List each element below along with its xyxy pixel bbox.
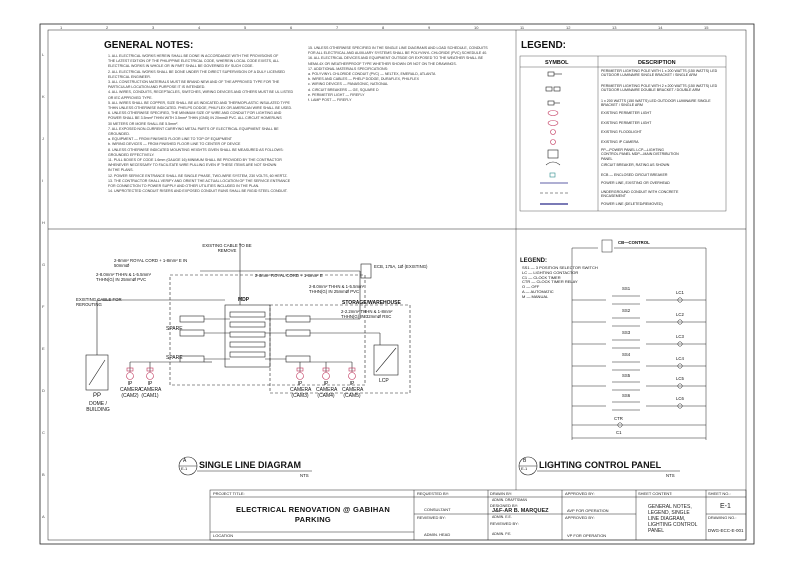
- note-line: 12. POWER SERVICE ENTRANCE SHALL BE SINGLE PHASE, TWO-WIRE SYSTEM, 230 VOLTS, 60 HERTZ.: [108, 173, 288, 178]
- note-line: 6. UNLESS OTHERWISE SPECIFIED, THE MINIMUM SIZE OF WIRE AND CONDUIT FOR LIGHTING AND: [108, 111, 282, 116]
- tb-reviewer-title: ADMIN. P.E.: [492, 532, 512, 536]
- lcp-bubble-letter: B: [523, 458, 527, 464]
- lcp-legend-item: M — MANUAL: [522, 293, 549, 299]
- camera-label-cam2: IP CAMERA (CAM2): [120, 381, 142, 399]
- lcp-legend-item: LC — LIGHTING CONTACTOR: [522, 269, 579, 275]
- tb-location-label: LOCATION: [213, 533, 234, 538]
- lcp-nts: NTS: [666, 473, 675, 478]
- legend-row: EXISTING IP CAMERA: [601, 140, 639, 144]
- sld-mdp-label: MDP: [238, 297, 250, 303]
- grid-number-7: 7: [336, 25, 339, 30]
- lcp-contactor-label: LC6: [676, 396, 684, 401]
- sld-pp-label: PP: [93, 393, 102, 399]
- tb-project-title: ELECTRICAL RENOVATION @ GABIHAN PARKING: [235, 505, 391, 524]
- lcp-contactor-label: LC5: [676, 376, 684, 381]
- lcp-c1-label: C1: [616, 430, 622, 435]
- tb-designer-title: ADMIN. E.E.: [492, 515, 512, 519]
- tb-sheet-no: E-1: [720, 503, 731, 510]
- grid-letter-g: G: [42, 262, 46, 267]
- tb-sheet-content-label: SHEET CONTENT:: [638, 491, 673, 496]
- note-line: 8. UNLESS OTHERWISE INDICATED MOUNTING HEIGHTS GIVEN SHALL BE MEASURED AS FOLLOWS:: [108, 147, 284, 152]
- legend-row: PERIMETER LIGHTING POLE WITH 1 x 200 WATTS (150 WATTS) LED OUTDOOR LUMINAIRE SINGLE BRACKET / SINGLE ARM: [601, 69, 718, 78]
- note-line: 2. ALL ELECTRICAL WORKS SHALL BE DONE UNDER THE DIRECT SUPERVISION OF A DULY LICENSED: [108, 69, 286, 74]
- note-line: 7. ALL EXPOSED NON-CURRENT CARRYING METAL PARTS OF ELECTRICAL EQUIPMENT SHALL BE: [108, 126, 279, 131]
- grid-letter-f: F: [42, 304, 45, 309]
- note-line: GROUNDED.: [108, 132, 130, 137]
- sld-nts: NTS: [300, 473, 309, 478]
- tb-approved-by-label: APPROVED BY:: [565, 491, 595, 496]
- grid-number-11: 11: [520, 25, 525, 30]
- note-line: GROUNDED EFFECTIVELY.: [108, 152, 155, 157]
- grid-letter-b: B: [42, 472, 45, 477]
- note-line: THE LATEST EDITION OF THE PHILIPPINE ELECTRICAL CODE, WHEREIN LOCAL CODE EXISTS, ALL: [108, 59, 280, 64]
- lcp-switch-label: SS4: [622, 352, 631, 357]
- sld-spare-label: SPARE: [166, 355, 183, 361]
- lcp-switch-label: SS3: [622, 330, 631, 335]
- tb-admin-head: ADMIN. HEAD: [424, 532, 451, 537]
- grid-letter-c: C: [42, 430, 45, 435]
- note-line: OR IEC APPROVED TYPE.: [108, 95, 153, 100]
- camera-label-cam3: IP CAMERA (CAM3): [290, 381, 312, 399]
- note-line: FOR CONNECTION TO POWER SUPPLY AND OTHER UTILITIES INCLUDED IN THE PLAN.: [108, 184, 260, 189]
- note-line: ELECTRICAL WORKS IN WHOLE OR IN PART SHALL BE GOVERNED BY SUCH CODE.: [108, 64, 254, 69]
- note-line: NEMA 4X OR WEATHERPROOF TYPE WHETHER SHOWN OR NOT ON THE DRAWINGS.: [308, 61, 457, 66]
- lcp-legend-item: C1 — CLOCK TIMER: [522, 274, 561, 280]
- legend-symbols: [540, 72, 568, 204]
- tb-drawing-no: DWG-ECC-E-001: [708, 528, 744, 533]
- camera-label-cam5: IP CAMERA (CAM5): [342, 381, 364, 399]
- grid-letter-k: K: [42, 94, 45, 99]
- lcp-bubble-sheet: E-1: [521, 466, 528, 471]
- grid-letter-d: D: [42, 388, 45, 393]
- note-line: f. LAMP POST — FIREFLY: [308, 98, 352, 103]
- note-line: 3. ALL CONSTRUCTION MATERIALS MUST BE BRAND NEW AND OF THE APPROVED TYPE FOR THE: [108, 80, 280, 85]
- tb-consultant: CONSULTANT: [424, 507, 451, 512]
- tb-reviewed-by-label: REVIEWED BY:: [417, 515, 446, 520]
- note-line: 11. PULL BOXES OF CODE 1.6mm (GAUGE 16) MINIMUM SHALL BE PROVIDED BY THE CONTRACTOR: [108, 158, 282, 163]
- note-line: a. POLYVINYL CHLORIDE CONDUIT (PVC) — NELTEX, EMERALD, ATLANTA: [308, 72, 436, 77]
- lcp-contactor-label: LC3: [676, 334, 684, 339]
- grid-letter-l: L: [42, 52, 45, 57]
- general-notes-column-2: [308, 46, 488, 103]
- grid-number-5: 5: [244, 25, 247, 30]
- grid-number-9: 9: [428, 25, 431, 30]
- lcp-legend-item: A — AUTOMATIC: [522, 288, 554, 294]
- general-notes-title: GENERAL NOTES:: [104, 40, 194, 51]
- tb-reviewed-by-label-2: REVIEWED BY:: [490, 521, 519, 526]
- note-line: IN THE PLANS.: [108, 168, 134, 173]
- sld-pp-sub-label: DOME / BUILDING: [86, 401, 110, 413]
- lcp-legend-item: O — OFF: [522, 284, 540, 290]
- tb-project-title-label: PROJECT TITLE:: [213, 491, 245, 496]
- sld-title: SINGLE LINE DIAGRAM: [199, 460, 302, 470]
- grid-number-14: 14: [658, 25, 663, 30]
- sld-cameras: [127, 368, 356, 380]
- grid-number-10: 10: [474, 25, 479, 30]
- note-line: ELECTRICAL ENGINEER.: [108, 74, 151, 79]
- legend-title: LEGEND:: [521, 40, 566, 51]
- lcp-contactor-label: LC4: [676, 356, 684, 361]
- sld-storage-label: STORAGE/WAREHOUSE: [342, 300, 401, 306]
- tb-approved-by-label-2: APPROVED BY:: [565, 515, 595, 520]
- tb-drawn-by-label: DRAWN BY:: [490, 491, 513, 496]
- legend-row: EXISTING PERIMETER LIGHT: [601, 121, 652, 125]
- sld-ecb-label: ECB, 175A, 1Ø (EXISTING): [374, 264, 428, 269]
- lcp-legend-title: LEGEND:: [520, 258, 547, 264]
- note-line: 15. UNLESS OTHERWISE SPECIFIED IN THE SINGLE LINE DIAGRAMS AND LOAD SCHEDULE, CONDUITS: [308, 46, 488, 50]
- grid-number-6: 6: [290, 25, 293, 30]
- camera-label-cam4: IP CAMERA (CAM4): [316, 381, 338, 399]
- sld-lcp-label: LCP: [379, 378, 389, 384]
- tb-vp: VP FOR OPERATION: [567, 533, 607, 538]
- legend-row: PP—POWER PANEL LCP—LIGHTING CONTROL PANEL MDP—MAIN DISTRIBUTION PANEL: [601, 148, 679, 161]
- grid-letter-h: H: [42, 220, 45, 225]
- tb-designed-by-label: DESIGNED BY:: [490, 503, 519, 508]
- tb-sheet-no-label: SHEET NO.:: [708, 491, 731, 496]
- grid-number-15: 15: [704, 25, 709, 30]
- legend-row: PERIMETER LIGHTING POLE WITH 2 x 200 WATTS (150 WATTS) LED OUTDOOR LUMINAIRE DOUBLE BRACKET / DOUBLE ARM: [601, 84, 718, 93]
- sld-spare-label: SPARE: [166, 326, 183, 332]
- sld-bubble-sheet: E-1: [181, 466, 188, 471]
- note-line: c. WIRING DEVICES — PANASONIC, NATIONAL: [308, 82, 389, 87]
- sld-rerouting-cable-label: EXISTING CABLE FOR REROUTING: [76, 297, 122, 308]
- sld-bubble-letter: A: [183, 458, 187, 464]
- grid-letter-a: A: [42, 514, 45, 519]
- grid-number-3: 3: [152, 25, 155, 30]
- lcp-switch-label: SS6: [622, 393, 631, 398]
- lcp-contactor-label: LC1: [676, 290, 684, 295]
- note-line: THHN UNLESS OTHERWISE INDICATED. PHELPS DODGE, PHILFLEX OR AMERICAN WIRE SHALL BE USED.: [108, 106, 293, 111]
- sld-thhn-mid-label: 2-8.0mm² THHN & 1-5.5mm² THHN(G) IN 25mmØ PVC: [309, 284, 365, 295]
- sld-thhn-left-label: 2-8.0mm² THHN & 1-5.5mm² THHN(G) IN 25mmØ PVC: [96, 272, 152, 283]
- camera-label-cam1: IP CAMERA (CAM1): [140, 381, 162, 399]
- grid-letter-j: J: [42, 136, 44, 141]
- legend-symbol-header: SYMBOL: [545, 60, 569, 66]
- legend-row: 1 x 200 WATTS (150 WATTS) LED OUTDOOR LUMINAIRE SINGLE BRACKET / SINGLE ARM: [601, 99, 711, 108]
- grid-number-8: 8: [382, 25, 385, 30]
- grid-number-4: 4: [198, 25, 201, 30]
- lcp-ctr-label: CTR: [614, 416, 623, 421]
- lcp-contactor-label: LC2: [676, 312, 684, 317]
- sld-royal-cord-label-2: 2-8mm² ROYAL CORD + 1-8mm² E: [255, 273, 323, 278]
- tb-sheet-content: GENERAL NOTES, LEGEND, SINGLE LINE DIAGRAM, LIGHTING CONTROL PANEL: [648, 504, 698, 534]
- legend-row: EXISTING PERIMETER LIGHT: [601, 111, 652, 115]
- note-line: 14. UNPROTECTED CONDUIT RISERS AND EXPOSED CONDUIT RUNS SHALL BE RIGID STEEL CONDUIT.: [108, 189, 288, 194]
- legend-description-header: DESCRIPTION: [638, 60, 676, 66]
- lcp-legend-item: SS1 — 3 POSITION SELECTOR SWITCH: [522, 265, 598, 270]
- note-line: a. EQUIPMENT — FROM FINISHED FLOOR LINE TO TOP OF EQUIPMENT: [108, 137, 233, 142]
- legend-row: UNDERGROUND CONDUIT WITH CONCRETE ENCASEMENT: [601, 190, 679, 199]
- sld-existing-cable-label: EXISTING CABLE TO BE REMOVE: [202, 243, 252, 254]
- note-line: 1. ALL ELECTRICAL WORKS HEREIN SHALL BE DONE IN ACCORDANCE WITH THE PROVISIONS OF: [108, 54, 279, 58]
- general-notes-column-1: [108, 54, 293, 194]
- note-line: 16. ALL ELECTRICAL DEVICES AND EQUIPMENT OUTSIDE OR EXPOSED TO THE WEATHER SHALL BE: [308, 56, 484, 61]
- tb-requested-by-label: REQUESTED BY:: [417, 491, 450, 496]
- note-line: d. CIRCUIT BREAKERS — GE, SQUARE D: [308, 87, 379, 92]
- legend-row: ECB — ENCLOSED CIRCUIT BREAKER: [601, 173, 668, 177]
- grid-letter-i: I: [42, 178, 44, 183]
- lcp-switch-label: SS2: [622, 308, 631, 313]
- note-line: 30 METERS OR MORE SHALL BE 5.5mm².: [108, 121, 179, 126]
- grid-number-13: 13: [612, 25, 617, 30]
- grid-number-12: 12: [566, 25, 571, 30]
- note-line: 5. ALL WIRES SHALL BE COPPER, SIZE SHALL BE AS INDICATED AND THERMOPLASTIC INSULATED TYPE: [108, 100, 290, 105]
- lcp-legend-item: CTR — CLOCK TIMER RELAY: [522, 279, 578, 285]
- note-line: e. PERIMETER LIGHT — FIREFLY: [308, 92, 365, 97]
- lcp-switch-label: SS5: [622, 373, 631, 378]
- legend-row: POWER LINE, EXISTING OR OVERHEAD: [601, 181, 670, 185]
- sld-thhn-right-label: 2-2.2mm² THHN & 1-8mm² THHN(G) IN 32mmØ RSC: [341, 309, 393, 320]
- tb-designer-name: J&F-AR B. MARQUEZ: [492, 508, 549, 514]
- note-line: 13. THE CONTRACTOR SHALL VERIFY AND ORIENT THE ACTUAL LOCATION OF THE SERVICE ENTRANCE: [108, 178, 291, 183]
- lcp-title: LIGHTING CONTROL PANEL: [539, 460, 662, 470]
- lcp-cb-label: CB—CONTROL: [618, 240, 650, 245]
- note-line: b. WIRES AND CABLES — PHELP DODGE, DURAFLEX, PHILFLEX: [308, 77, 419, 82]
- tb-drawing-no-label: DRAWING NO.:: [708, 515, 737, 520]
- tb-drawn-name: ADMIN. DRAFTSMAN: [492, 498, 527, 502]
- note-line: FOR ALL ELECTRICAL AND AUXILIARY SYSTEMS SHALL BE POLYVINYL CHLORIDE (PVC) SCHEDULE 40.: [308, 51, 488, 56]
- note-line: PARTICULAR LOCATION AND PURPOSE IT IS INTENDED.: [108, 85, 206, 90]
- sld-royal-cord-label-1: 2-8mm² ROYAL CORD + 1-8mm² E IN 50mmØ: [114, 258, 188, 269]
- grid-letter-e: E: [42, 346, 45, 351]
- legend-row: POWER LINE (DELETED/REMOVED): [601, 202, 663, 206]
- lcp-switch-label: SS1: [622, 286, 631, 291]
- lcp-legend-list: [522, 266, 598, 300]
- tb-avp: AVP FOR OPERATION: [567, 508, 609, 513]
- note-line: b. WIRING DEVICES — FROM FINISHED FLOOR LINE TO CENTER OF DEVICE: [108, 142, 241, 147]
- note-line: 17. ADDITIONAL MATERIALS SPECIFICATIONS:: [308, 66, 389, 71]
- note-line: 4. ALL WIRES, CONDUITS, RECEPTACLES, SWITCHES, WIRING DEVICES AND OTHERS MUST BE UL LISTED: [108, 90, 294, 95]
- legend-row: EXISTING FLOODLIGHT: [601, 130, 642, 134]
- grid-number-2: 2: [106, 25, 109, 30]
- note-line: WHENEVER NECESSARY TO FACILITATE WIRE PULLING EVEN IF THESE ITEMS ARE NOT SHOWN: [108, 163, 277, 168]
- legend-row: CIRCUIT BREAKER, RATING AS SHOWN: [601, 163, 670, 167]
- grid-number-1: 1: [60, 25, 63, 30]
- note-line: POWER SHALL BE 3.5mm² THHN WITH 3.5mm² THHN (GND) IN 20mmØ PVC. ALL CIRCUIT HOMERUNS: [108, 116, 282, 121]
